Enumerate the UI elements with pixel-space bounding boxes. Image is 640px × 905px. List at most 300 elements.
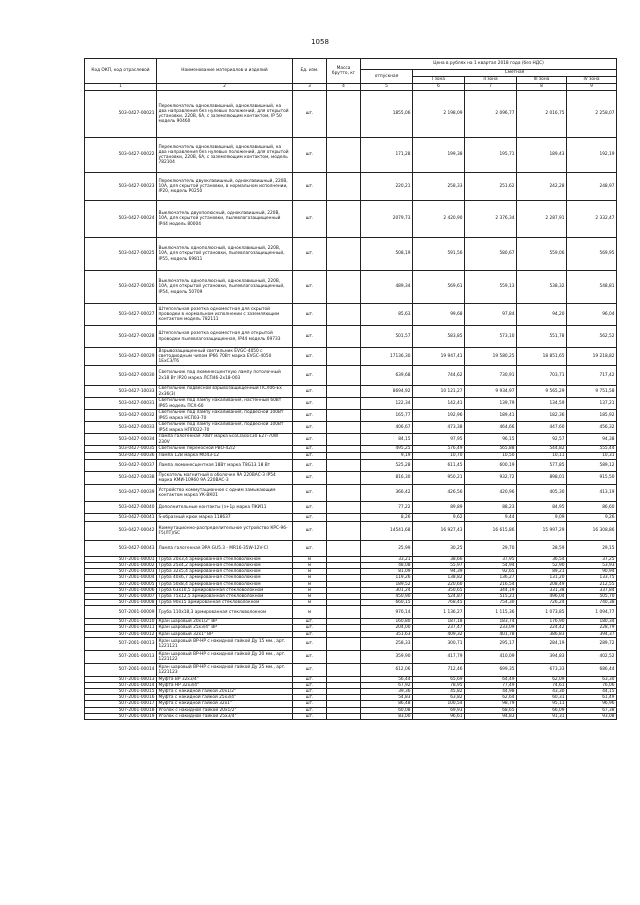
price-otpusknaya-cell: 301,24 [361, 587, 413, 593]
unit-cell: шт. [293, 689, 327, 695]
price-zone-1-cell: 96,61 [413, 713, 465, 719]
col-number: 6 [413, 84, 465, 91]
price-zone-2-cell: 44,98 [465, 689, 517, 695]
name-cell: Труба 40х6,7 армированная стекловолокном [157, 575, 293, 581]
price-zone-3-cell: 66,09 [517, 707, 567, 713]
name-cell: Штепсельная розетка одноместная для скрытой проводки в нормальном исполнении с заземляющим контактом модель 782111 [157, 304, 293, 326]
price-otpusknaya-cell: 816,30 [361, 472, 413, 485]
name-cell: Муфта с накидной гайкой 20х1/2" [157, 689, 293, 695]
price-otpusknaya-cell: 39,36 [361, 689, 413, 695]
price-otpusknaya-cell: 660,15 [361, 600, 413, 606]
unit-cell: шт. [293, 366, 327, 386]
price-otpusknaya-cell: 1855,06 [361, 91, 413, 138]
price-otpusknaya-cell: 406,67 [361, 422, 413, 434]
mass-cell [327, 326, 361, 348]
price-zone-3-cell: 131,20 [517, 575, 567, 581]
unit-cell: шт. [293, 707, 327, 713]
price-zone-2-cell: 77,49 [465, 682, 517, 688]
price-zone-4-cell: 94,38 [567, 434, 617, 446]
code-cell: 503-0427-00043 [85, 541, 157, 557]
price-zone-3-cell: 182,36 [517, 410, 567, 422]
code-cell: 503-0427-00040 [85, 502, 157, 514]
price-zone-3-cell: 447,60 [517, 422, 567, 434]
price-zone-4-cell: 29,15 [567, 541, 617, 557]
name-cell: Кран шаровый ВР-НР с накидной гайкой Ду 25 мм., арт. 1221123 [157, 663, 293, 676]
price-zone-4-cell: 67,38 [567, 707, 617, 713]
price-zone-4-cell: 44,15 [567, 689, 617, 695]
code-cell: 507-2001-00003 [85, 569, 157, 575]
price-zone-3-cell: 189,43 [517, 138, 567, 173]
price-otpusknaya-cell: 9,19 [361, 453, 413, 460]
col-number: 3 [293, 84, 327, 91]
name-cell: Дополнительные контакты (з+1р марка ПКИ11 [157, 502, 293, 514]
price-zone-4-cell: 569,95 [567, 238, 617, 271]
price-zone-1-cell: 417,79 [413, 650, 465, 663]
code-cell: 507-2001-00001 [85, 557, 157, 563]
name-cell: Выключатель двухполюсный, одноклавишный, 220В, 10А, для скрытой установки, пылевлагозащищенный IP44 модель 80004 [157, 201, 293, 238]
price-zone-1-cell: 2 198,09 [413, 91, 465, 138]
price-zone-2-cell: 251,62 [465, 173, 517, 201]
price-zone-3-cell: 242,28 [517, 173, 567, 201]
unit-cell: шт. [293, 514, 327, 522]
price-zone-3-cell: 673,33 [517, 663, 567, 676]
mass-cell [327, 271, 361, 304]
mass-cell [327, 606, 361, 619]
price-zone-1-cell: 569,61 [413, 271, 465, 304]
table-row [85, 446, 617, 453]
name-cell: S-образный крюк марка 118637 [157, 514, 293, 522]
price-zone-4-cell: 133,75 [567, 575, 617, 581]
price-zone-2-cell: 600,19 [465, 460, 517, 472]
price-zone-2-cell: 9,44 [465, 514, 517, 522]
code-cell: 503-0427-00021 [85, 91, 157, 138]
table-row [85, 663, 617, 676]
price-otpusknaya-cell: 85,63 [361, 304, 413, 326]
price-zone-4-cell: 9,26 [567, 514, 617, 522]
name-cell: Светильник подвесной взрывозащищенный ПСЛ06-Ex 2x36(3) [157, 386, 293, 398]
price-zone-3-cell: 331,38 [517, 587, 567, 593]
price-zone-1-cell: 2 420,90 [413, 201, 465, 238]
price-zone-2-cell: 9 934,97 [465, 386, 517, 398]
unit-cell: м [293, 575, 327, 581]
table-body [85, 91, 617, 720]
code-cell: 507-2001-00004 [85, 575, 157, 581]
header-code: Код ОКП, код отраслевой [85, 59, 157, 84]
price-zone-2-cell: 515,21 [465, 593, 517, 599]
price-zone-2-cell: 92,65 [465, 569, 517, 575]
mass-cell [327, 201, 361, 238]
price-otpusknaya-cell: 119,26 [361, 575, 413, 581]
header-zone-3: III зона [517, 77, 567, 84]
name-cell: Кран шаровый 32х1" ВР [157, 631, 293, 637]
name-cell: Труба 75х12,5 армированная стекловолокном [157, 593, 293, 599]
price-zone-4-cell: 562,52 [567, 326, 617, 348]
table-row [85, 434, 617, 446]
price-zone-2-cell: 559,13 [465, 271, 517, 304]
price-zone-3-cell: 92,57 [517, 434, 567, 446]
price-zone-3-cell: 94,20 [517, 304, 567, 326]
table-row [85, 606, 617, 619]
price-zone-2-cell: 37,95 [465, 557, 517, 563]
header-zone-2: II зона [465, 77, 517, 84]
price-otpusknaya-cell: 450,90 [361, 593, 413, 599]
price-zone-3-cell: 18 851,65 [517, 348, 567, 366]
name-cell: Кран шаровый ВР-НР с накидной гайкой Ду 15 мм., арт. 1221121 [157, 637, 293, 650]
code-cell: 503-0427-00039 [85, 485, 157, 502]
price-zone-4-cell: 589,12 [567, 460, 617, 472]
code-cell: 503-0427-00034 [85, 434, 157, 446]
unit-cell: м [293, 563, 327, 569]
code-cell: 507-2001-00012 [85, 631, 157, 637]
code-cell: 503-0427-10033 [85, 386, 157, 398]
price-zone-3-cell: 2 287,91 [517, 201, 567, 238]
unit-cell: шт. [293, 398, 327, 410]
code-cell: 503-0427-00032 [85, 410, 157, 422]
price-zone-2-cell: 29,70 [465, 541, 517, 557]
code-cell: 507-2001-00017 [85, 701, 157, 707]
unit-cell: шт. [293, 541, 327, 557]
price-zone-4-cell: 37,25 [567, 557, 617, 563]
price-zone-1-cell: 100,54 [413, 701, 465, 707]
price-zone-4-cell: 2 332,47 [567, 201, 617, 238]
price-zone-2-cell: 62,64 [465, 695, 517, 701]
price-zone-3-cell: 9 565,29 [517, 386, 567, 398]
price-zone-2-cell: 88,23 [465, 502, 517, 514]
table-row [85, 460, 617, 472]
price-zone-2-cell: 2 096,77 [465, 91, 517, 138]
name-cell: Светильник переносной РВО-42/2 [157, 446, 293, 453]
col-number: 9 [567, 84, 617, 91]
unit-cell: м [293, 600, 327, 606]
unit-cell: шт. [293, 138, 327, 173]
price-otpusknaya-cell: 67,92 [361, 682, 413, 688]
price-zone-3-cell: 60,31 [517, 695, 567, 701]
price-otpusknaya-cell: 165,77 [361, 410, 413, 422]
price-zone-1-cell: 199,38 [413, 138, 465, 173]
price-zone-1-cell: 142,41 [413, 398, 465, 410]
col-number: 2 [157, 84, 293, 91]
name-cell: Уголок с накидной гайкой 25х3/4" [157, 713, 293, 719]
price-zone-4-cell: 76,06 [567, 682, 617, 688]
header-price-title: Цена в рублях на 1 квартал 2018 года (без НДС) [361, 59, 617, 70]
price-otpusknaya-cell: 976,14 [361, 606, 413, 619]
table-row [85, 713, 617, 719]
unit-cell: шт. [293, 238, 327, 271]
price-zone-3-cell: 28,59 [517, 541, 567, 557]
price-otpusknaya-cell: 83,00 [361, 713, 413, 719]
code-cell: 503-0427-00041 [85, 514, 157, 522]
mass-cell [327, 434, 361, 446]
price-zone-2-cell: 1 115,36 [465, 606, 517, 619]
code-cell: 503-0427-00038 [85, 472, 157, 485]
price-zone-4-cell: 337,84 [567, 587, 617, 593]
price-zone-2-cell: 94,83 [465, 713, 517, 719]
unit-cell: шт. [293, 422, 327, 434]
page-number: 1058 [311, 38, 329, 46]
price-otpusknaya-cell: 525,28 [361, 460, 413, 472]
price-zone-2-cell: 573,10 [465, 326, 517, 348]
unit-cell: шт. [293, 326, 327, 348]
table-row [85, 398, 617, 410]
code-cell: 507-2001-00011 [85, 625, 157, 631]
mass-cell [327, 386, 361, 398]
mass-cell [327, 460, 361, 472]
price-zone-4-cell: 96,96 [567, 701, 617, 707]
price-zone-4-cell: 90,94 [567, 569, 617, 575]
unit-cell: шт. [293, 502, 327, 514]
price-zone-1-cell: 187,18 [413, 619, 465, 625]
price-zone-1-cell: 583,85 [413, 326, 465, 348]
code-cell: 503-0427-00023 [85, 173, 157, 201]
unit-cell: шт. [293, 386, 327, 398]
col-number: 7 [465, 84, 517, 91]
price-zone-2-cell: 98,79 [465, 701, 517, 707]
price-zone-1-cell: 9,62 [413, 514, 465, 522]
code-cell: 503-0427-00037 [85, 460, 157, 472]
unit-cell: шт. [293, 650, 327, 663]
code-cell: 503-0427-00026 [85, 271, 157, 304]
name-cell: Коммутационно-распределительное устройство КРС-96-F5(ЛТ)/SC [157, 522, 293, 541]
unit-cell: шт. [293, 460, 327, 472]
price-otpusknaya-cell: 220,21 [361, 173, 413, 201]
column-number-row [85, 84, 617, 91]
price-otpusknaya-cell: 17136,30 [361, 348, 413, 366]
price-zone-1-cell: 576,49 [413, 446, 465, 453]
name-cell: Уголок с накидной гайкой 20х1/2" [157, 707, 293, 713]
price-zone-4-cell: 212,55 [567, 581, 617, 587]
price-otpusknaya-cell: 160,80 [361, 619, 413, 625]
price-zone-1-cell: 237,47 [413, 625, 465, 631]
price-zone-4-cell: 1 094,77 [567, 606, 617, 619]
price-zone-3-cell: 898,01 [517, 472, 567, 485]
price-zone-2-cell: 68,65 [465, 707, 517, 713]
price-zone-1-cell: 38,66 [413, 557, 465, 563]
unit-cell: шт. [293, 713, 327, 719]
price-zone-4-cell: 555,44 [567, 446, 617, 453]
code-cell: 503-0427-00031 [85, 398, 157, 410]
price-zone-1-cell: 300,71 [413, 637, 465, 650]
price-zone-2-cell: 183,74 [465, 619, 517, 625]
col-number: 8 [517, 84, 567, 91]
name-cell: Переключатель одноклавишный, одноклавишный, на два направления без нулевых положений, для открытой установки, 220В, 6А, с заземляющим контактом, IP 50 модель 90460 [157, 91, 293, 138]
price-zone-2-cell: 2 376,34 [465, 201, 517, 238]
unit-cell: шт. [293, 472, 327, 485]
table-row [85, 304, 617, 326]
price-zone-3-cell: 176,90 [517, 619, 567, 625]
price-zone-3-cell: 2 016,75 [517, 91, 567, 138]
unit-cell: м [293, 581, 327, 587]
price-otpusknaya-cell: 351,63 [361, 631, 413, 637]
price-zone-1-cell: 89,89 [413, 502, 465, 514]
unit-cell: шт. [293, 637, 327, 650]
price-otpusknaya-cell: 33,21 [361, 557, 413, 563]
price-zone-1-cell: 78,95 [413, 682, 465, 688]
price-otpusknaya-cell: 612,06 [361, 663, 413, 676]
price-zone-1-cell: 192,96 [413, 410, 465, 422]
unit-cell: шт. [293, 91, 327, 138]
name-cell: Труба 110х18,3 армированная стекловолокном [157, 606, 293, 619]
table-row [85, 271, 617, 304]
price-zone-3-cell: 91,31 [517, 713, 567, 719]
table-row [85, 502, 617, 514]
price-zone-2-cell: 730,91 [465, 366, 517, 386]
table-row [85, 453, 617, 460]
code-cell: 507-2001-00005 [85, 581, 157, 587]
price-zone-4-cell: 248,97 [567, 173, 617, 201]
table-row [85, 173, 617, 201]
name-cell: Муфта с накидной гайкой 32х1" [157, 701, 293, 707]
name-cell: Пускатель магнитный в оболочке 9А 220ВАС-3 IP54 марка КМИ-10960 9А 220ВАС-3 [157, 472, 293, 485]
table-row [85, 514, 617, 522]
price-zone-3-cell: 394,83 [517, 650, 567, 663]
price-zone-4-cell: 96,04 [567, 304, 617, 326]
price-zone-1-cell: 473,38 [413, 422, 465, 434]
code-cell: 503-0427-00028 [85, 326, 157, 348]
price-otpusknaya-cell: 189,52 [361, 581, 413, 587]
unit-cell: шт. [293, 173, 327, 201]
code-cell: 507-2001-00002 [85, 563, 157, 569]
price-zone-2-cell: 932,72 [465, 472, 517, 485]
table-row [85, 522, 617, 541]
header-zone-1: I зона [413, 77, 465, 84]
col-number: 1 [85, 84, 157, 91]
unit-cell: шт. [293, 485, 327, 502]
name-cell: Светильник под люминесцентную лампу потолочный 2x18 Вт IP20 марка ЛСП46-2x18-003 [157, 366, 293, 386]
col-number: 5 [361, 84, 413, 91]
unit-cell: м [293, 569, 327, 575]
price-zone-1-cell: 45,82 [413, 689, 465, 695]
unit-cell: м [293, 593, 327, 599]
price-zone-2-cell: 565,88 [465, 446, 517, 453]
unit-cell: шт. [293, 522, 327, 541]
col-number: 4 [327, 84, 361, 91]
price-otpusknaya-cell: 84,15 [361, 434, 413, 446]
name-cell: Светильник под лампу накаливания, подвесной 100Вт IP65 марка НСП03-70 [157, 410, 293, 422]
price-zone-4-cell: 137,21 [567, 398, 617, 410]
table-row [85, 541, 617, 557]
price-zone-3-cell: 386,83 [517, 631, 567, 637]
price-zone-1-cell: 10,70 [413, 453, 465, 460]
price-zone-2-cell: 754,30 [465, 600, 517, 606]
name-cell: Лампа галогенная 70Вт марка EcoClassic30 E27-70W 230V [157, 434, 293, 446]
price-zone-3-cell: 551,78 [517, 326, 567, 348]
mass-cell [327, 713, 361, 719]
table-row [85, 410, 617, 422]
mass-cell [327, 91, 361, 138]
unit-cell: шт. [293, 434, 327, 446]
name-cell: Кран шаровый 25х3/4" ВР [157, 625, 293, 631]
name-cell: Кран шаровый 20х1/2" ВР [157, 619, 293, 625]
price-zone-2-cell: 97,84 [465, 304, 517, 326]
price-zone-3-cell: 1 073,85 [517, 606, 567, 619]
name-cell: Труба 63х10,5 армированная стекловолокном [157, 587, 293, 593]
price-otpusknaya-cell: 8694,92 [361, 386, 413, 398]
price-zone-1-cell: 138,82 [413, 575, 465, 581]
name-cell: Труба 20х3,4 армированная стекловолокном [157, 557, 293, 563]
price-otpusknaya-cell: 171,28 [361, 138, 413, 173]
code-cell: 503-0427-00042 [85, 522, 157, 541]
price-zone-1-cell: 768,45 [413, 600, 465, 606]
price-zone-2-cell: 401,78 [465, 631, 517, 637]
price-zone-2-cell: 420,96 [465, 485, 517, 502]
price-otpusknaya-cell: 77,22 [361, 502, 413, 514]
unit-cell: шт. [293, 410, 327, 422]
table-row [85, 348, 617, 366]
price-otpusknaya-cell: 48,08 [361, 563, 413, 569]
mass-cell [327, 541, 361, 557]
price-zone-4-cell: 9 751,58 [567, 386, 617, 398]
price-zone-3-cell: 284,19 [517, 637, 567, 650]
table-row [85, 485, 617, 502]
header-zone-4: IV зона [567, 77, 617, 84]
price-otpusknaya-cell: 14541,68 [361, 522, 413, 541]
price-otpusknaya-cell: 8,26 [361, 514, 413, 522]
unit-cell: шт. [293, 695, 327, 701]
code-cell: 507-2001-00008 [85, 600, 157, 606]
price-zone-1-cell: 258,33 [413, 173, 465, 201]
unit-cell: шт. [293, 682, 327, 688]
price-otpusknaya-cell: 56,44 [361, 676, 413, 682]
table-row [85, 386, 617, 398]
unit-cell: шт. [293, 631, 327, 637]
price-zone-3-cell: 52,90 [517, 563, 567, 569]
name-cell: Труба 32х5,4 армированная стекловолокном [157, 569, 293, 575]
unit-cell: шт. [293, 271, 327, 304]
price-otpusknaya-cell: 258,33 [361, 637, 413, 650]
code-cell: 503-0427-00033 [85, 422, 157, 434]
price-otpusknaya-cell: 359,90 [361, 650, 413, 663]
mass-cell [327, 238, 361, 271]
price-zone-1-cell: 99,68 [413, 304, 465, 326]
name-cell: Труба 90х15 армированная стекловолокном [157, 600, 293, 606]
price-table [84, 58, 617, 720]
price-zone-3-cell: 538,32 [517, 271, 567, 304]
price-zone-2-cell: 233,09 [465, 625, 517, 631]
table-row [85, 326, 617, 348]
unit-cell: шт. [293, 619, 327, 625]
price-zone-3-cell: 74,61 [517, 682, 567, 688]
price-zone-2-cell: 464,66 [465, 422, 517, 434]
code-cell: 503-0427-00029 [85, 348, 157, 366]
price-zone-1-cell: 69,93 [413, 707, 465, 713]
price-zone-2-cell: 189,41 [465, 410, 517, 422]
name-cell: Выключатель однополюсный, одноклавишный, 220В, 10А, для открытой установки, пылевлагозащищенный, IP55, модель 69811 [157, 238, 293, 271]
price-zone-3-cell: 43,30 [517, 689, 567, 695]
price-zone-1-cell: 16 927,43 [413, 522, 465, 541]
unit-cell: м [293, 606, 327, 619]
price-zone-4-cell: 686,44 [567, 663, 617, 676]
price-zone-3-cell: 224,42 [517, 625, 567, 631]
price-zone-4-cell: 289,72 [567, 637, 617, 650]
price-zone-4-cell: 228,79 [567, 625, 617, 631]
price-zone-4-cell: 456,32 [567, 422, 617, 434]
price-otpusknaya-cell: 366,42 [361, 485, 413, 502]
mass-cell [327, 650, 361, 663]
price-zone-2-cell: 54,94 [465, 563, 517, 569]
table-row [85, 366, 617, 386]
price-otpusknaya-cell: 54,83 [361, 695, 413, 701]
name-cell: Светильник под лампу накаливания, подвесной 100Вт IP54 марка НПП022-70 [157, 422, 293, 434]
code-cell: 503-0427-00027 [85, 304, 157, 326]
price-zone-1-cell: 19 947,41 [413, 348, 465, 366]
code-cell: 503-0427-00036 [85, 453, 157, 460]
code-cell: 507-2001-00007 [85, 593, 157, 599]
table-row [85, 238, 617, 271]
price-zone-3-cell: 703,71 [517, 366, 567, 386]
price-zone-1-cell: 409,32 [413, 631, 465, 637]
mass-cell [327, 410, 361, 422]
price-zone-3-cell: 84,95 [517, 502, 567, 514]
